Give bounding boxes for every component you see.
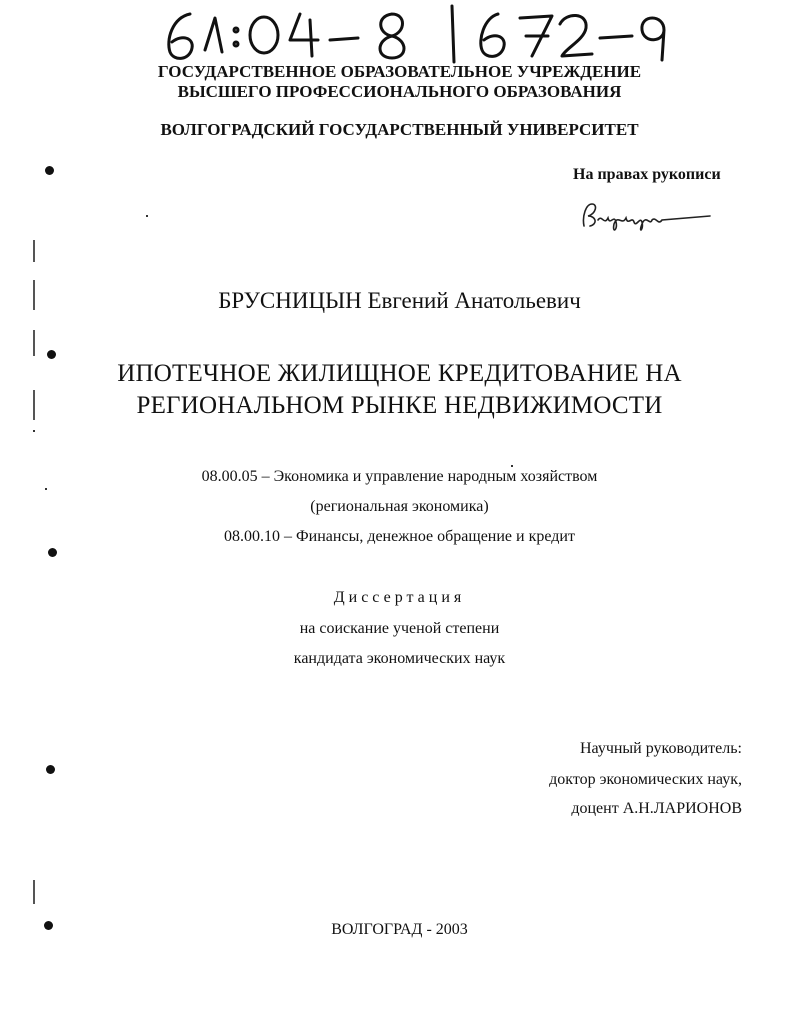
manuscript-rights-note: На правах рукописи xyxy=(573,166,721,183)
binding-hole-mark xyxy=(46,765,55,774)
specialty-2: 08.00.10 – Финансы, денежное обращение и кредит xyxy=(224,528,575,545)
dissertation-title-line-2: РЕГИОНАЛЬНОМ РЫНКЕ НЕДВИЖИМОСТИ xyxy=(136,392,663,419)
institution-line-1: ГОСУДАРСТВЕННОЕ ОБРАЗОВАТЕЛЬНОЕ УЧРЕЖДЕНИЕ xyxy=(157,62,642,81)
supervisor-degree: доктор экономических наук, xyxy=(549,771,742,788)
margin-scan-line xyxy=(33,330,35,356)
margin-scan-line xyxy=(33,280,35,310)
scan-speck xyxy=(33,430,35,432)
degree-line-1: на соискание ученой степени xyxy=(299,620,500,637)
handwritten-catalogue-number xyxy=(0,0,799,70)
supervisor-name: доцент А.Н.ЛАРИОНОВ xyxy=(571,800,742,817)
work-type: Диссертация xyxy=(333,589,466,606)
scan-speck xyxy=(45,488,47,490)
specialty-1-line-2: (региональная экономика) xyxy=(310,498,489,515)
margin-scan-line xyxy=(33,390,35,420)
institution-line-2: ВЫСШЕГО ПРОФЕССИОНАЛЬНОГО ОБРАЗОВАНИЯ xyxy=(177,82,622,101)
degree-line-2: кандидата экономических наук xyxy=(293,650,506,667)
specialty-1-line-1: 08.00.05 – Экономика и управление народным хозяйством xyxy=(201,468,598,485)
binding-hole-mark xyxy=(45,166,54,175)
margin-scan-line xyxy=(33,240,35,262)
city-year: ВОЛГОГРАД - 2003 xyxy=(331,921,468,938)
dissertation-title-line-1: ИПОТЕЧНОЕ ЖИЛИЩНОЕ КРЕДИТОВАНИЕ НА xyxy=(117,360,682,387)
binding-hole-mark xyxy=(47,350,56,359)
scan-speck xyxy=(511,465,513,467)
binding-hole-mark xyxy=(44,921,53,930)
author-signature xyxy=(578,196,718,236)
supervisor-label: Научный руководитель: xyxy=(579,740,742,757)
binding-hole-mark xyxy=(48,548,57,557)
scan-speck xyxy=(146,215,148,217)
author-name: БРУСНИЦЫН Евгений Анатольевич xyxy=(218,288,581,313)
university-name: ВОЛГОГРАДСКИЙ ГОСУДАРСТВЕННЫЙ УНИВЕРСИТЕТ xyxy=(160,120,639,139)
margin-scan-line xyxy=(33,880,35,904)
